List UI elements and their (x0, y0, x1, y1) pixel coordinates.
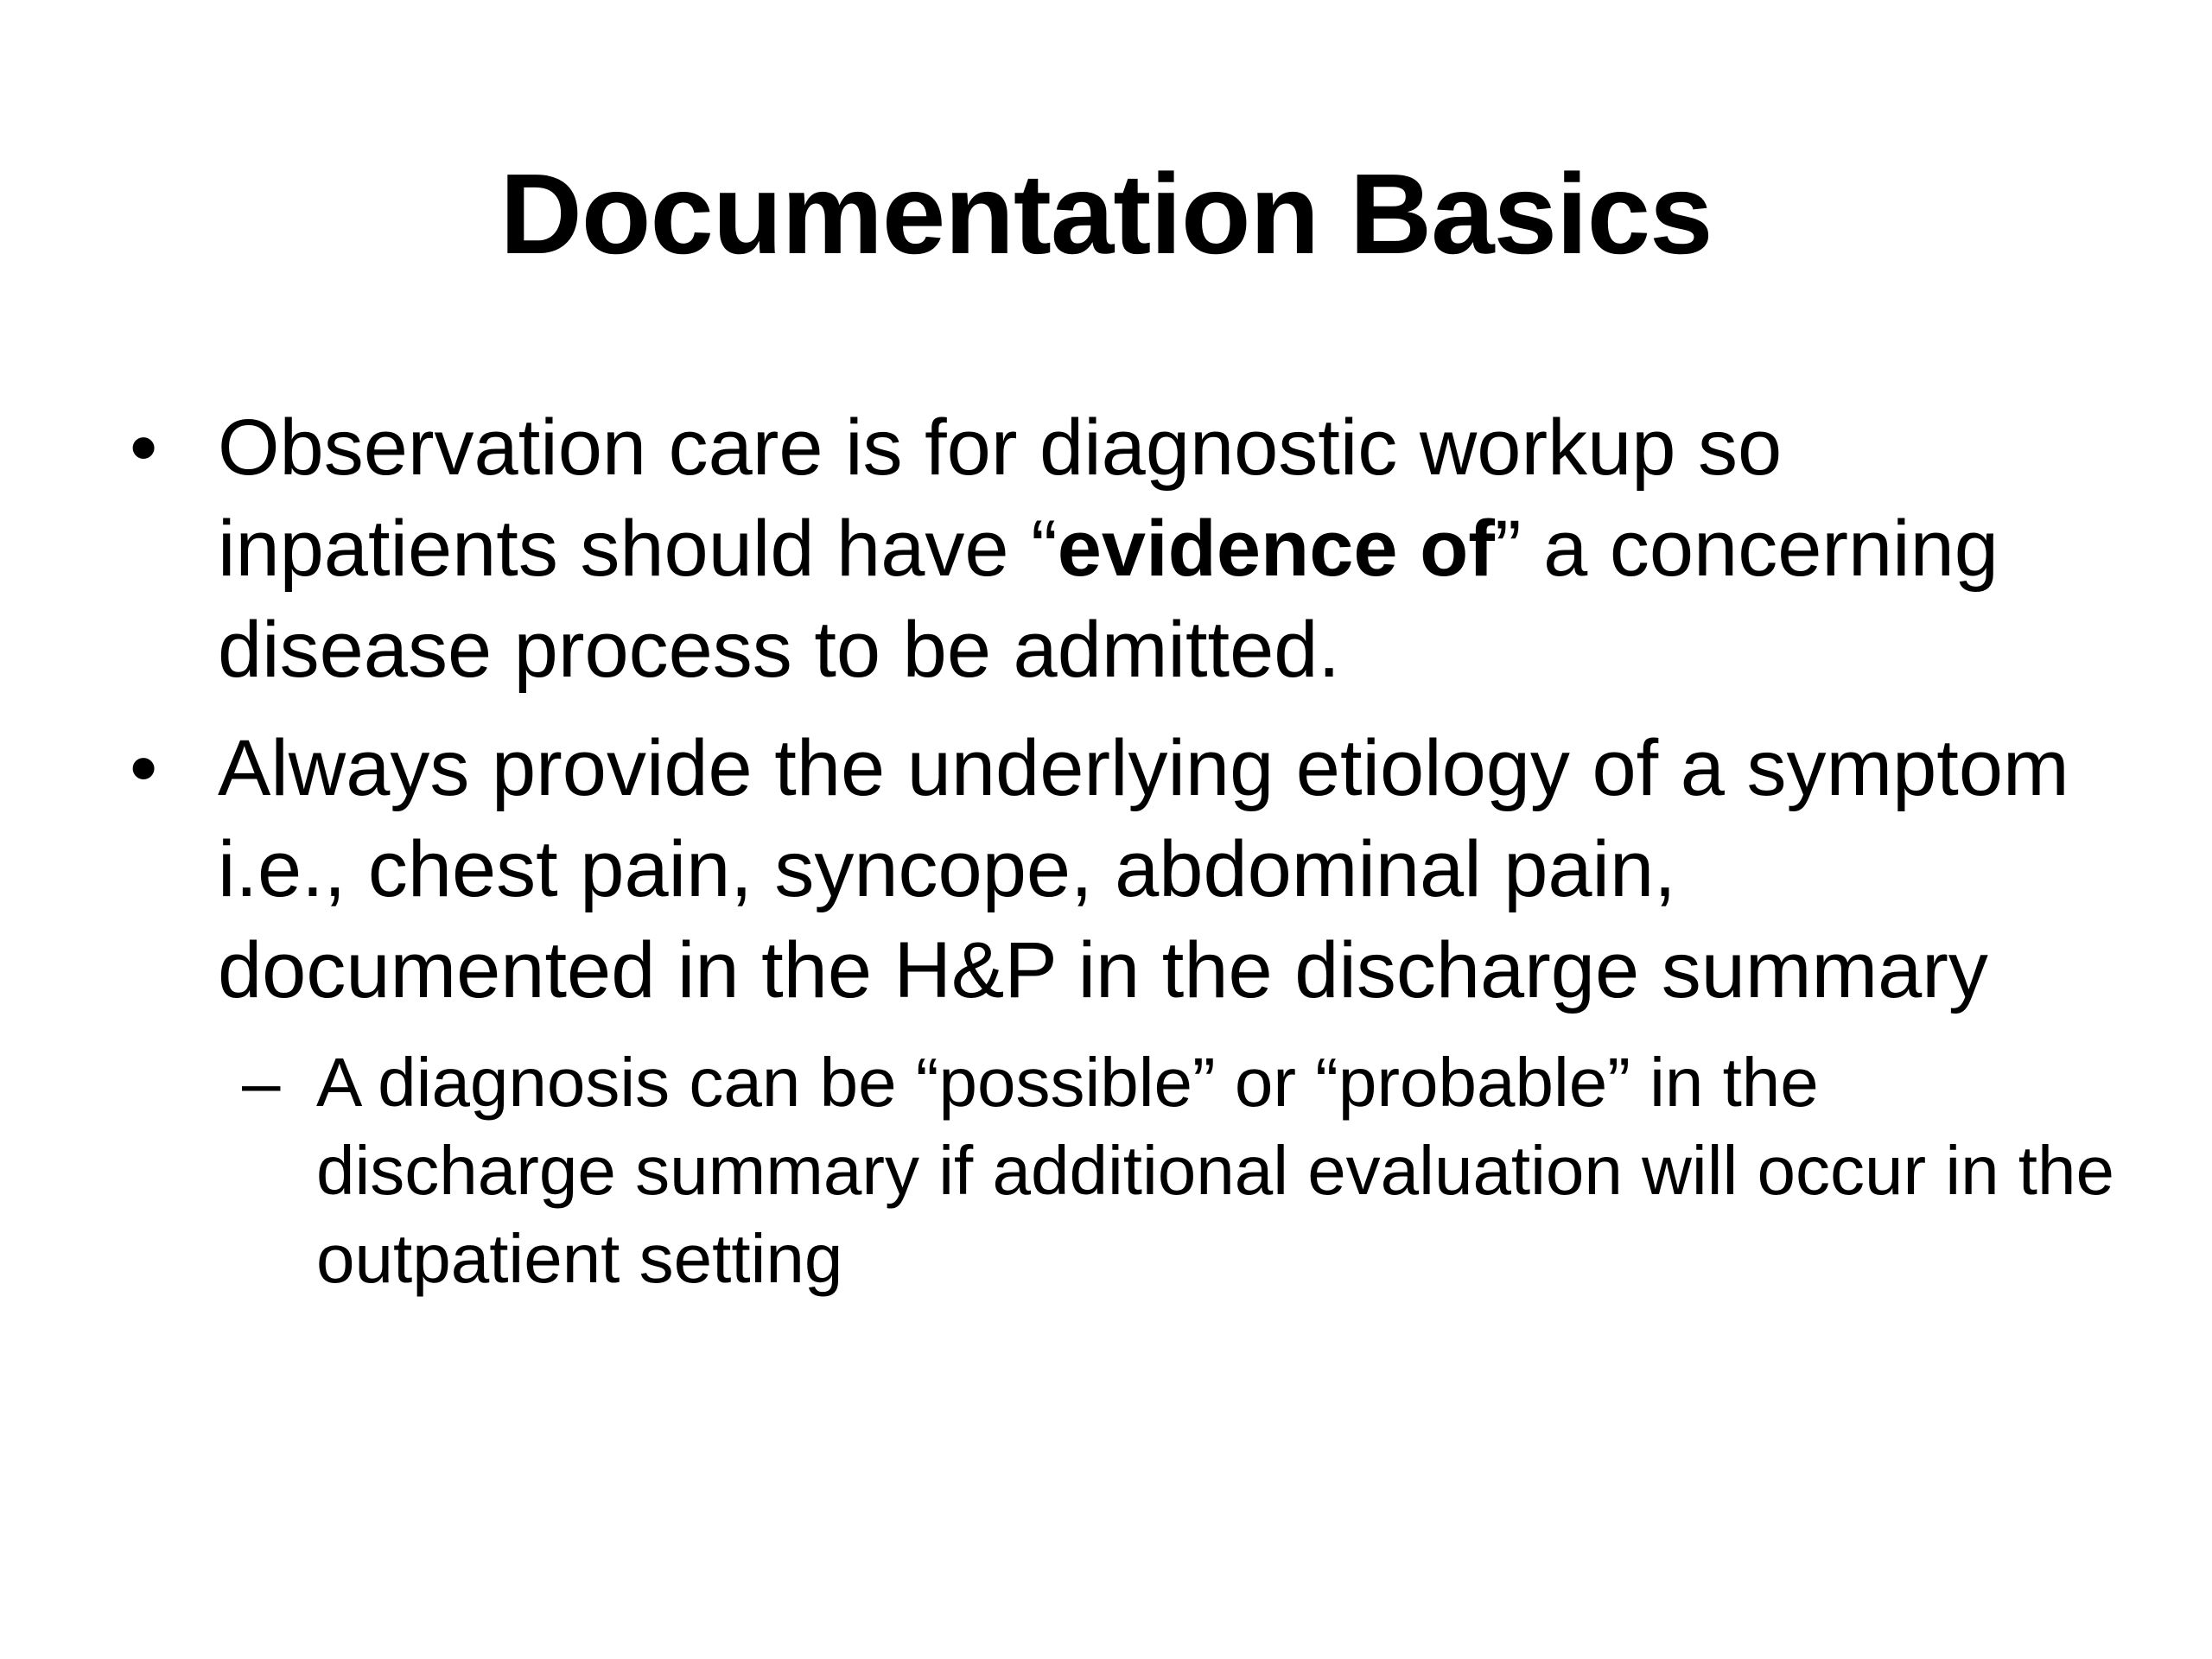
bullet-text-part: ” a concerning disease process to be admitted. (218, 505, 1999, 694)
sub-bullet-text: A diagnosis can be “possible” or “probable” in the discharge summary if additional evaluation will occur in the outpatient setting (316, 1044, 2115, 1297)
bullet-text: Always provide the underlying etiology of a symptom i.e., chest pain, syncope, abdominal pain, documented in the H&P in the discharge summary (218, 724, 2069, 1014)
bullet-item-1 (130, 397, 2117, 701)
bullet-bold-text: evidence of (1057, 505, 1495, 593)
sub-bullet-item-1 (130, 1039, 2117, 1303)
slide-body (130, 397, 2117, 1303)
bullet-text-part: Observation care is for diagnostic workup so inpatients should have “ (218, 404, 1783, 593)
sub-bullet-marker: – (242, 1044, 281, 1121)
bullet-item-2 (130, 718, 2117, 1021)
slide-title: Documentation Basics (499, 150, 1713, 277)
bullet-marker: • (130, 724, 158, 812)
bullet-marker: • (130, 404, 158, 492)
